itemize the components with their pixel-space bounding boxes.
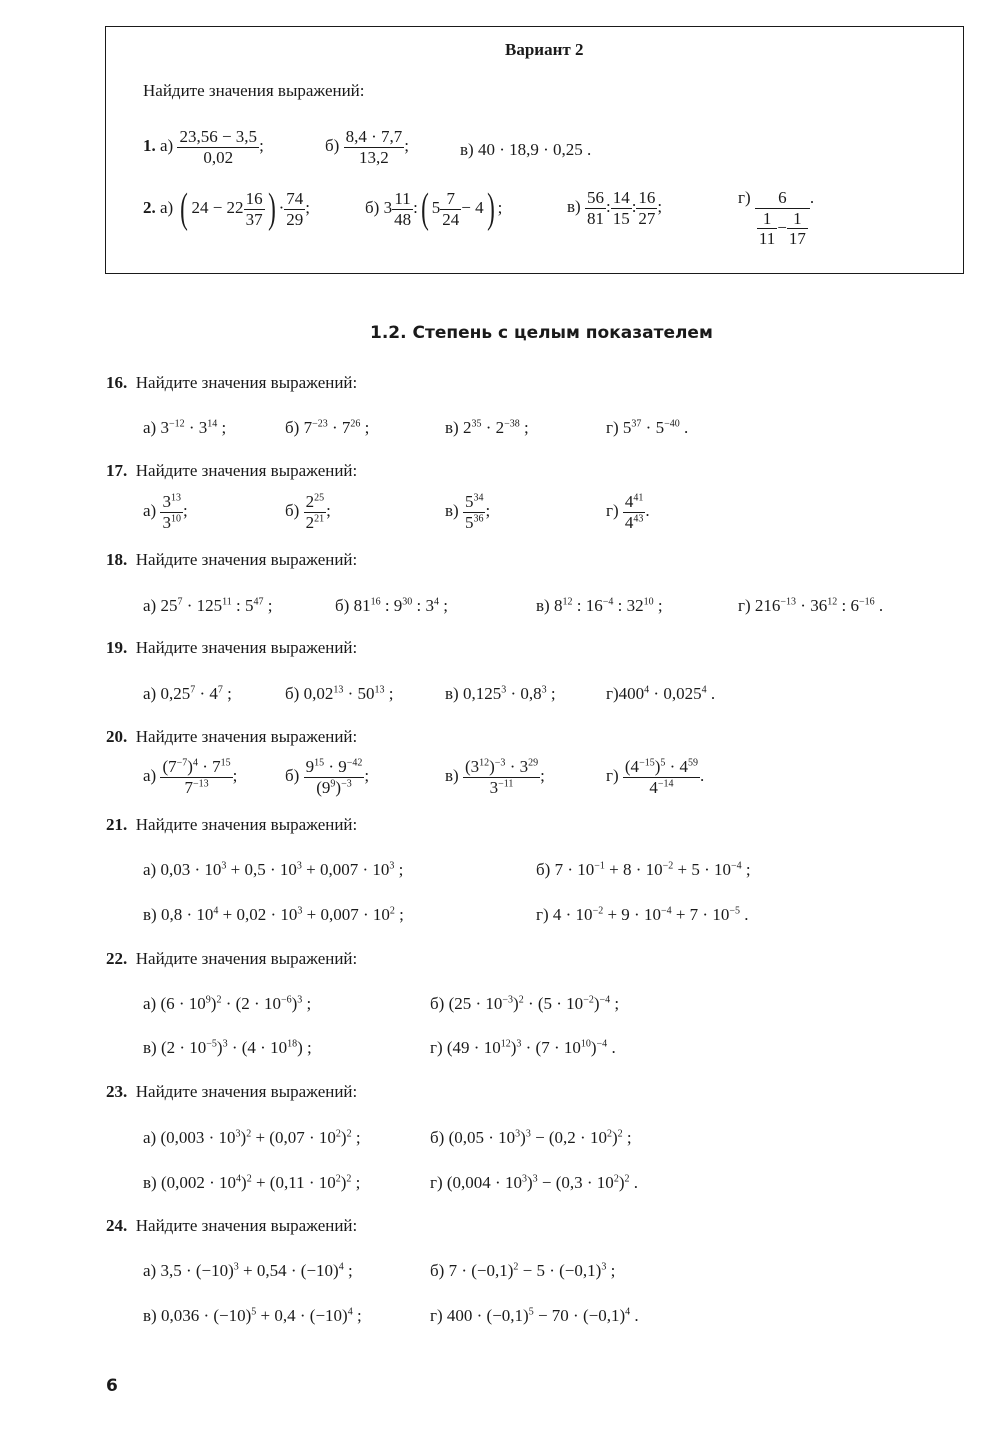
problem-24a: а) $3,5 \cdot (-10)^3 + 0,54 \cdot (-10)^4$ ;	[143, 1261, 353, 1280]
denominator: 13,2	[359, 147, 389, 167]
fraction: $\frac{4^{41}}{4^{43}}$	[624, 492, 644, 532]
item-label: б)	[430, 1128, 445, 1147]
problem-number: 1.	[143, 135, 156, 155]
item-label: в)	[445, 418, 459, 437]
numerator: 7	[440, 189, 461, 210]
separator: ;	[305, 197, 310, 217]
variant-problem-2v: в) $\frac{56}{81}$ : $\frac{14}{15}$ : $\frac{16}{27}$ ;	[567, 188, 663, 228]
item-label: в)	[445, 500, 459, 520]
item-label: б)	[285, 500, 300, 520]
problem-21g: г) $4 \cdot 10^{-2} + 9 \cdot 10^{-4} + 7 \cdot 10^{-5}$ .	[536, 905, 749, 924]
problem-22g: г) $(49 \cdot 10^{12})^3 \cdot (7 \cdot 10^{10})^{-4}$ .	[430, 1038, 616, 1057]
item-label: б)	[285, 418, 300, 437]
item-label: а)	[143, 500, 157, 520]
problem-24g: г) $400 \cdot (-0,1)^5 - 70 \cdot (-0,1)^4$ .	[430, 1306, 639, 1325]
denominator: 48	[394, 209, 412, 229]
numerator: 1	[787, 209, 808, 230]
problem-19b: б) $0,02^{13} \cdot 50^{13}$ ;	[285, 684, 394, 703]
denominator: 11	[758, 229, 776, 249]
problem-text: Найдите значения выражений:	[135, 638, 358, 657]
problem-21a: а) $0,03 \cdot 10^3 + 0,5 \cdot 10^3 + 0,007 \cdot 10^3$ ;	[143, 860, 404, 879]
problem-text: Найдите значения выражений:	[135, 550, 358, 569]
problem-number: 17.	[106, 461, 128, 480]
item-label: г)	[536, 905, 549, 924]
numerator: 56	[586, 188, 604, 207]
page-number: 6	[106, 1376, 118, 1396]
problem-text: Найдите значения выражений:	[135, 815, 358, 834]
problem-17-header	[106, 461, 357, 481]
problem-number: 2.	[143, 197, 156, 217]
problem-20v: в) $\frac{(3^{12})^{-3} \cdot 3^{29}}{3^{-11}}$ ;	[445, 757, 545, 797]
denominator: 17	[788, 229, 806, 249]
expression: − 4	[461, 197, 484, 217]
problem-23a: а) $(0,003 \cdot 10^3)^2 + (0,07 \cdot 10^2)^2$ ;	[143, 1128, 361, 1147]
item-label: б)	[325, 135, 340, 155]
item-label: а)	[143, 765, 157, 785]
fraction	[585, 188, 606, 228]
item-label: г)	[606, 500, 619, 520]
separator: ;	[657, 196, 663, 216]
variant-problem-2g	[738, 188, 814, 249]
left-paren: (	[420, 186, 429, 232]
item-label: г)	[606, 765, 619, 785]
compound-fraction	[755, 188, 810, 249]
operator: :	[413, 197, 418, 217]
item-label: в)	[143, 1173, 157, 1192]
variant-title: Вариант 2	[505, 40, 584, 59]
left-paren: (	[180, 186, 189, 232]
separator: ;	[497, 197, 503, 217]
problem-number: 20.	[106, 727, 128, 746]
item-label: в)	[445, 684, 459, 703]
problem-17g: г) $\frac{4^{41}}{4^{43}}$ .	[606, 492, 650, 532]
item-label: а)	[160, 197, 174, 217]
problem-23-header	[106, 1082, 357, 1102]
problem-text: Найдите значения выражений:	[135, 949, 358, 968]
fraction: $\frac{3^{13}}{3^{10}}$	[162, 492, 181, 532]
fraction: $\frac{2^{25}}{2^{21}}$	[305, 492, 325, 532]
problem-24b: б) $7 \cdot (-0,1)^2 - 5 \cdot (-0,1)^3$ ;	[430, 1261, 616, 1280]
fraction: $\frac{(4^{-15})^5 \cdot 4^{59}}{4^{-14}}$	[624, 757, 699, 797]
right-paren: )	[486, 186, 495, 232]
problem-number: 22.	[106, 949, 128, 968]
problem-17a: а) $\frac{3^{13}}{3^{10}}$ ;	[143, 492, 188, 532]
problem-16b: б) $7^{-23} \cdot 7^{26}$ ;	[285, 418, 370, 437]
separator: ;	[404, 135, 409, 155]
numerator: 1	[757, 209, 777, 230]
item-label: в)	[460, 140, 474, 159]
numerator: 8,4 · 7,7	[345, 127, 403, 146]
operator: −	[777, 217, 787, 237]
problem-22-header	[106, 949, 357, 969]
fraction	[344, 127, 405, 167]
problem-16-header	[106, 373, 357, 393]
denominator: 15	[612, 208, 630, 228]
item-label: г)	[430, 1173, 443, 1192]
denominator	[755, 209, 810, 249]
problem-18g: г) $216^{-13} \cdot 36^{12}$ : $6^{-16}$ .	[738, 596, 884, 615]
fraction	[244, 189, 265, 229]
fraction	[636, 188, 657, 228]
item-label: г)	[430, 1306, 443, 1325]
fraction	[757, 209, 777, 249]
item-label: б)	[285, 684, 300, 703]
problem-number: 23.	[106, 1082, 128, 1101]
problem-19a: а) $0,25^7 \cdot 4^7$ ;	[143, 684, 232, 703]
problem-16v: в) $2^{35} \cdot 2^{-38}$ ;	[445, 418, 529, 437]
denominator: 81	[586, 208, 604, 228]
problem-number: 19.	[106, 638, 128, 657]
item-label: б)	[285, 765, 300, 785]
variant-instruction: Найдите значения выражений:	[143, 81, 365, 100]
item-label: в)	[143, 1306, 157, 1325]
problem-text: Найдите значения выражений:	[135, 1216, 358, 1235]
numerator: 23,56 − 3,5	[179, 127, 258, 146]
variant-problem-1	[143, 127, 264, 167]
problem-19v: в) $0,125^3 \cdot 0,8^3$ ;	[445, 684, 556, 703]
problem-21-header	[106, 815, 357, 835]
denominator: 0,02	[203, 147, 234, 167]
problem-20g: г) $\frac{(4^{-15})^5 \cdot 4^{59}}{4^{-14}}$ .	[606, 757, 705, 797]
problem-19-header	[106, 638, 357, 658]
problem-23v: в) $(0,002 \cdot 10^4)^2 + (0,11 \cdot 10^2)^2$ ;	[143, 1173, 361, 1192]
separator: .	[809, 188, 815, 207]
item-label: б)	[430, 1261, 445, 1280]
problem-number: 21.	[106, 815, 128, 834]
item-label: а)	[143, 1261, 157, 1280]
item-label: в)	[445, 765, 459, 785]
problem-18b: б) $81^{16}$ : $9^{30}$ : $3^4$ ;	[335, 596, 449, 615]
expression: 40 · 18,9 · 0,25 .	[477, 140, 592, 159]
expression: 24 − 22	[191, 197, 244, 217]
problem-22b: б) $(25 \cdot 10^{-3})^2 \cdot (5 \cdot 10^{-2})^{-4}$ ;	[430, 994, 620, 1013]
item-label: б)	[430, 994, 445, 1013]
problem-21b: б) $7 \cdot 10^{-1} + 8 \cdot 10^{-2} + 5 \cdot 10^{-4}$ ;	[536, 860, 751, 879]
problem-16g: г) $5^{37} \cdot 5^{-40}$ .	[606, 418, 689, 437]
item-label: г)	[606, 684, 619, 703]
problem-number: 16.	[106, 373, 128, 392]
numerator: 6	[755, 188, 810, 209]
item-label: г)	[738, 188, 751, 207]
fraction: $\frac{(7^{-7})^4 \cdot 7^{15}}{7^{-13}}$	[162, 757, 231, 797]
problem-16a: а) $3^{-12} \cdot 3^{14}$ ;	[143, 418, 227, 437]
problem-18v: в) $8^{12}$ : $16^{-4}$ : $32^{10}$ ;	[536, 596, 663, 615]
problem-18a: а) $25^7 \cdot 125^{11}$ : $5^{47}$ ;	[143, 596, 273, 615]
problem-text: Найдите значения выражений:	[135, 461, 358, 480]
item-label: а)	[143, 994, 157, 1013]
fraction: $\frac{5^{34}}{5^{36}}$	[464, 492, 484, 532]
problem-number: 24.	[106, 1216, 128, 1235]
problem-17b: б) $\frac{2^{25}}{2^{21}}$ ;	[285, 492, 331, 532]
item-label: в)	[567, 196, 581, 216]
item-label: б)	[536, 860, 551, 879]
problem-22a: а) $(6 \cdot 10^9)^2 \cdot (2 \cdot 10^{-6})^3$ ;	[143, 994, 312, 1013]
item-label: а)	[143, 860, 157, 879]
problem-20-header	[106, 727, 357, 747]
problem-number: 18.	[106, 550, 128, 569]
item-label: б)	[365, 197, 380, 217]
item-label: б)	[335, 596, 350, 615]
denominator: 29	[286, 209, 304, 229]
fraction	[284, 189, 305, 229]
fraction	[392, 189, 413, 229]
variant-problem-1b	[325, 127, 409, 167]
right-paren: )	[267, 186, 276, 232]
item-label: а)	[143, 684, 157, 703]
separator: ;	[259, 135, 264, 155]
fraction	[440, 189, 461, 229]
problem-24v: в) $0,036 \cdot (-10)^5 + 0,4 \cdot (-10)^4$ ;	[143, 1306, 362, 1325]
item-label: а)	[143, 418, 157, 437]
problem-19g: $г)400^4 \cdot 0,025^4$ .	[606, 684, 716, 703]
numerator: 11	[392, 189, 413, 210]
item-label: г)	[738, 596, 751, 615]
item-label: а)	[160, 135, 174, 155]
problem-22v: в) $(2 \cdot 10^{-5})^3 \cdot (4 \cdot 10^{18})$ ;	[143, 1038, 312, 1057]
fraction: $\frac{(3^{12})^{-3} \cdot 3^{29}}{3^{-11}}$	[464, 757, 539, 797]
problem-18-header	[106, 550, 357, 570]
problem-text: Найдите значения выражений:	[135, 727, 358, 746]
item-label: в)	[143, 1038, 157, 1057]
variant-problem-1v	[460, 140, 591, 160]
problem-text: Найдите значения выражений:	[135, 1082, 358, 1101]
whole-part: 3	[383, 197, 393, 217]
problem-20b: б) $\frac{9^{15} \cdot 9^{-42}}{(9^9)^{-3}}$ ;	[285, 757, 370, 797]
problem-23b: б) $(0,05 \cdot 10^3)^3 - (0,2 \cdot 10^2)^2$ ;	[430, 1128, 632, 1147]
numerator: 16	[638, 188, 656, 207]
variant-problem-2a: 2. а) ( 24 − 22 $\frac{16}{37}$ ) · $\frac{74}{29}$ ;	[143, 186, 310, 232]
item-label: г)	[606, 418, 619, 437]
section-title: 1.2. Степень с целым показателем	[370, 323, 713, 343]
problem-17v: в) $\frac{5^{34}}{5^{36}}$ ;	[445, 492, 491, 532]
fraction: $\frac{9^{15} \cdot 9^{-42}}{(9^9)^{-3}}$	[305, 757, 363, 797]
denominator: 37	[245, 209, 263, 229]
fraction	[611, 188, 632, 228]
problem-20a: а) $\frac{(7^{-7})^4 \cdot 7^{15}}{7^{-13}}$ ;	[143, 757, 238, 797]
numerator: 16	[245, 188, 263, 208]
denominator: 24	[442, 209, 460, 229]
variant-problem-2b	[365, 188, 502, 230]
item-label: г)	[430, 1038, 443, 1057]
problem-24-header	[106, 1216, 357, 1236]
item-label: в)	[536, 596, 550, 615]
item-label: в)	[143, 905, 157, 924]
denominator: 27	[638, 208, 656, 228]
problem-text: Найдите значения выражений:	[135, 373, 358, 392]
item-label: а)	[143, 1128, 157, 1147]
whole-part: 5	[431, 197, 441, 217]
numerator: 74	[286, 188, 304, 208]
problem-23g: г) $(0,004 \cdot 10^3)^3 - (0,3 \cdot 10^2)^2$ .	[430, 1173, 638, 1192]
fraction	[787, 209, 808, 249]
fraction	[177, 127, 259, 167]
item-label: а)	[143, 596, 157, 615]
numerator: 14	[612, 188, 630, 207]
problem-21v: в) $0,8 \cdot 10^4 + 0,02 \cdot 10^3 + 0,007 \cdot 10^2$ ;	[143, 905, 404, 924]
